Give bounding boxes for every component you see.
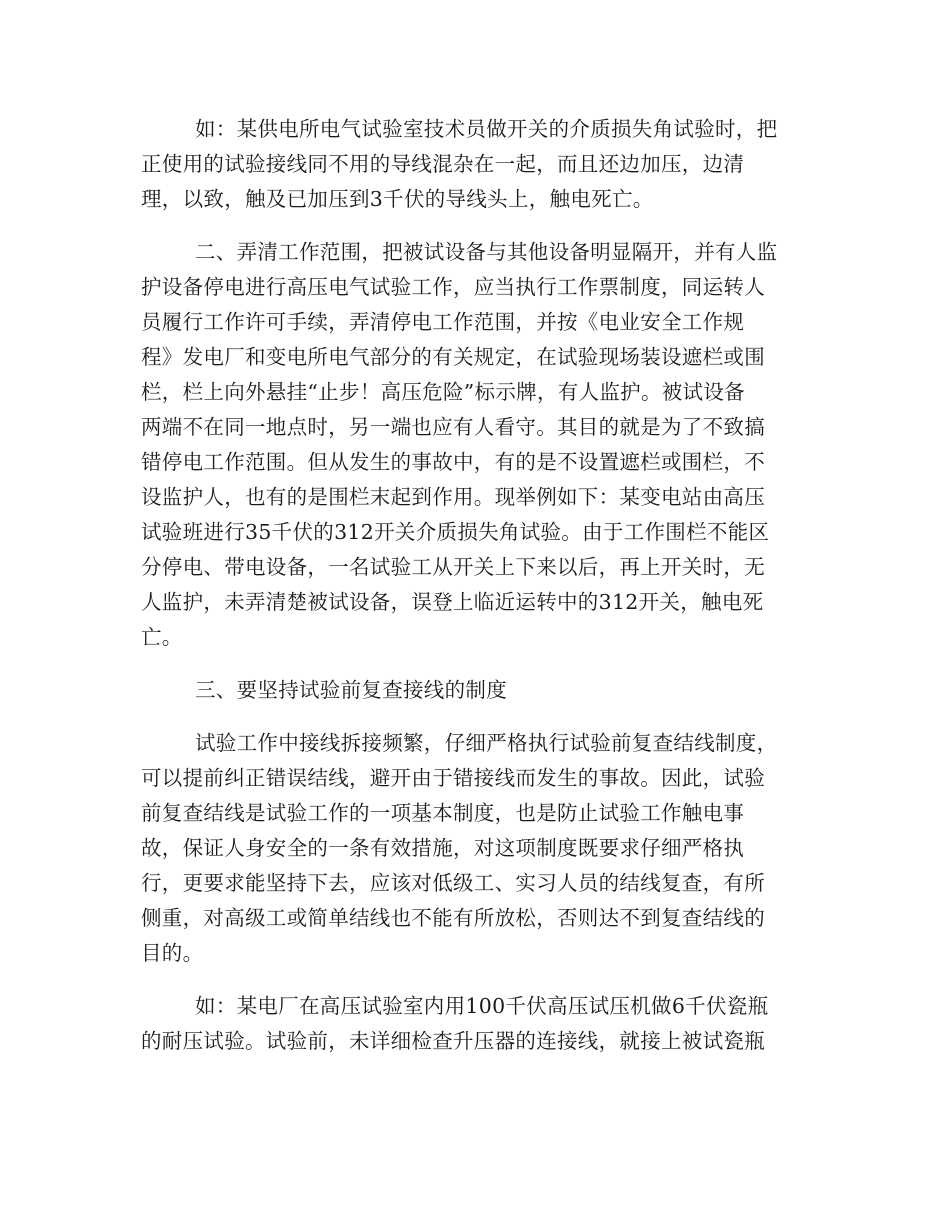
text-line: 理，以致，触及已加压到3千伏的导线头上，触电死亡。	[141, 187, 654, 211]
text-line: 错停电工作范围。但从发生的事故中，有的是不设置遮栏或围栏，不	[141, 450, 765, 474]
text-line: 设监护人，也有的是围栏末起到作用。现举例如下：某变电站由高压	[141, 485, 765, 509]
text-line: 试验班进行35千伏的312开关介质损失角试验。由于工作围栏不能区	[141, 520, 770, 544]
text-line: 前复查结线是试验工作的一项基本制度，也是防止试验工作触电事	[141, 801, 745, 825]
text-line: 故，保证人身安全的一条有效措施，对这项制度既要求仔细严格执	[141, 836, 745, 860]
text-line: 护设备停电进行高压电气试验工作，应当执行工作票制度，同运转人	[141, 275, 765, 299]
text-line: 亡。	[141, 625, 183, 649]
text-line: 侧重，对高级工或简单结线也不能有所放松，否则达不到复查结线的	[141, 906, 765, 930]
section-heading-line: 三、要坚持试验前复查接线的制度	[195, 678, 507, 702]
text-line: 人监护，未弄清楚被试设备，误登上临近运转中的312开关，触电死	[141, 590, 764, 614]
text-line: 栏，栏上向外悬挂“止步！高压危险”标示牌，有人监护。被试设备	[141, 380, 745, 404]
section-heading-line: 二、弄清工作范围，把被试设备与其他设备明显隔开，并有人监	[195, 240, 778, 264]
text-line: 如：某电厂在高压试验室内用100千伏高压试压机做6千伏瓷瓶	[195, 994, 769, 1018]
text-line: 如：某供电所电气试验室技术员做开关的介质损失角试验时，把	[195, 117, 778, 141]
text-line: 程》发电厂和变电所电气部分的有关规定，在试验现场装设遮栏或围	[141, 345, 765, 369]
text-line: 两端不在同一地点时，另一端也应有人看守。其目的就是为了不致搞	[141, 415, 765, 439]
text-line: 员履行工作许可手续，弄清停电工作范围，并按《电业安全工作规	[141, 310, 745, 334]
text-line: 的耐压试验。试验前，未详细检查升压器的连接线，就接上被试瓷瓶	[141, 1029, 765, 1053]
text-line: 目的。	[141, 941, 204, 965]
text-line: 行，更要求能坚持下去，应该对低级工、实习人员的结线复查，有所	[141, 871, 765, 895]
text-line: 正使用的试验接线同不用的导线混杂在一起，而且还边加压，边清	[141, 152, 745, 176]
text-line: 试验工作中接线拆接频繁，仔细严格执行试验前复查结线制度，	[195, 731, 778, 755]
text-line: 可以提前纠正错误结线，避开由于错接线而发生的事故。因此，试验	[141, 766, 765, 790]
text-line: 分停电、带电设备，一名试验工从开关上下来以后，再上开关时，无	[141, 555, 765, 579]
